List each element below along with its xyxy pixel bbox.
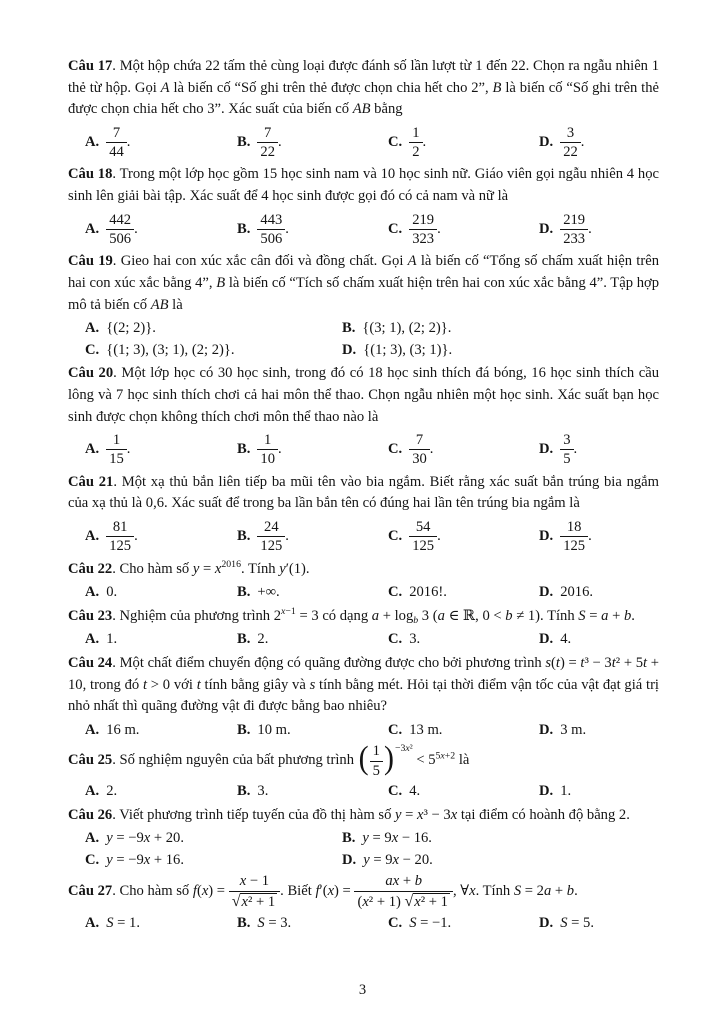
answer-option-a	[85, 781, 237, 803]
answer-option-a	[85, 720, 237, 742]
question-17	[68, 56, 659, 160]
answer-option-b	[237, 519, 388, 555]
answer-label: B.	[237, 133, 251, 150]
answer-content: $\frac{7}{22}$ .	[257, 125, 281, 161]
answer-label: B.	[237, 631, 251, 648]
superscript: x−1	[281, 605, 296, 617]
question-label: Câu 25	[68, 752, 113, 769]
answer-label: A.	[85, 783, 100, 800]
answer-label: C.	[388, 220, 403, 237]
answer-option-b	[237, 913, 388, 935]
answer-label: A.	[85, 631, 100, 648]
answer-label: B.	[237, 584, 251, 601]
answer-option-b	[237, 432, 388, 468]
fraction: $\frac{7}{44}$	[106, 125, 127, 161]
answer-option-b	[237, 781, 388, 803]
answer-content: 3.	[409, 631, 421, 648]
question-label: Câu 26	[68, 806, 113, 823]
answer-label: D.	[539, 914, 554, 931]
question-body: Câu 26. Viết phương trình tiếp tuyến của đồ thị hàm số y = x³ − 3x tại điểm có hoành độ bằng 2.	[68, 806, 630, 823]
answer-content: 2016.	[560, 584, 594, 601]
question-body: Câu 23. Nghiệm của phương trình $2^{x-1} = 3$ có dạng $a + \log_b 3$ (a ∈ ℝ, 0 < b ≠ 1). Tính S = a + b.	[68, 605, 635, 626]
answer-content: y = −9x + 16.	[106, 851, 185, 868]
answer-label: D.	[539, 441, 554, 458]
answer-option-d	[342, 340, 659, 362]
answer-label: B.	[237, 441, 251, 458]
answer-option-b	[237, 125, 388, 161]
question-22	[68, 559, 659, 604]
superscript: 2016	[221, 558, 241, 570]
answer-option-c	[388, 432, 539, 468]
answer-label: A.	[85, 441, 100, 458]
answer-option-a	[85, 432, 237, 468]
answer-option-b	[342, 318, 659, 340]
answer-label: B.	[342, 320, 356, 337]
questions-container	[68, 56, 659, 936]
answer-label: B.	[237, 220, 251, 237]
answer-row	[68, 212, 659, 248]
answer-option-d	[539, 720, 659, 742]
answer-content: $\frac{1}{2}$ .	[409, 125, 426, 161]
answer-content: 4.	[560, 631, 572, 648]
answer-option-a	[85, 212, 237, 248]
answer-content: $\frac{54}{125}$ .	[409, 519, 441, 555]
answer-option-d	[342, 850, 659, 872]
answer-option-a	[85, 519, 237, 555]
question-label: Câu 22	[68, 560, 113, 577]
answer-content: {(3; 1), (2; 2)}.	[362, 320, 452, 337]
fraction: $\frac{24}{125}$	[257, 519, 285, 555]
superscript: −3x²	[394, 743, 413, 755]
fraction: $\frac{7}{22}$	[257, 125, 278, 161]
fraction: $\frac{1}{2}$	[409, 125, 422, 161]
answer-option-c	[388, 125, 539, 161]
question-21	[68, 472, 659, 555]
answer-option-c	[388, 913, 539, 935]
answer-row	[68, 828, 659, 871]
fraction: $\frac{3}{5}$	[560, 432, 573, 468]
answer-label: D.	[539, 631, 554, 648]
page-number: 3	[358, 982, 367, 998]
answer-content: 4.	[409, 783, 421, 800]
question-label: Câu 17	[68, 58, 113, 74]
answer-content: $\frac{81}{125}$ .	[106, 519, 138, 555]
big-paren: )	[383, 740, 394, 777]
question-20	[68, 363, 659, 467]
question-label: Câu 24	[68, 655, 113, 672]
answer-option-b	[237, 720, 388, 742]
answer-content: $\frac{1}{15}$ .	[106, 432, 130, 468]
question-body: Câu 19. Gieo hai con xúc xắc cân đối và đồng chất. Gọi A là biến cố “Tổng số chấm xuất hiện trên hai con xúc xắc bằng 4”, B là biến cố “Tích số chấm xuất hiện trên hai con xúc xắc bằng 4”. Tập hợp mô tả biến cố AB là	[68, 253, 660, 313]
answer-option-b	[237, 629, 388, 651]
answer-content: 3 m.	[560, 721, 587, 738]
fraction: $\frac{54}{125}$	[409, 519, 437, 555]
answer-content: S = 1.	[106, 914, 140, 931]
answer-label: D.	[539, 528, 554, 545]
question-body: Câu 17. Một hộp chứa 22 tấm thẻ cùng loại được đánh số lần lượt từ 1 đến 22. Chọn ra ngẫu nhiên 1 thẻ từ hộp. Gọi A là biến cố “Số ghi trên thẻ được chọn chia hết cho 2”, B là biến cố “Số ghi trên thẻ được chọn chia hết cho 3”. Xác suất của biến cố AB bằng	[68, 58, 660, 118]
answer-option-d	[539, 629, 659, 651]
answer-content: $\frac{1}{10}$ .	[257, 432, 281, 468]
answer-content: 1.	[560, 783, 572, 800]
answer-label: A.	[85, 133, 100, 150]
answer-content: 2016!.	[409, 584, 447, 601]
square-root: √x² + 1	[231, 892, 276, 910]
question-label: Câu 20	[68, 365, 114, 382]
answer-content: 3.	[257, 783, 269, 800]
answer-option-d	[539, 125, 659, 161]
answer-row	[68, 582, 659, 604]
answer-label: B.	[237, 914, 251, 931]
answer-option-a	[85, 318, 342, 340]
answer-content: $\frac{219}{323}$ .	[409, 212, 441, 248]
answer-content: S = 5.	[560, 914, 594, 931]
answer-content: $\frac{7}{44}$ .	[106, 125, 130, 161]
fraction: $\frac{219}{323}$	[409, 212, 437, 248]
question-body: Câu 24. Một chất điểm chuyển động có quãng đường được cho bởi phương trình s(t) = t³ − 3t² + 5t + 10, trong đó t > 0 với t tính bằng giây và s tính bằng mét. Hỏi tại thời điểm vận tốc của vật đạt giá trị nhỏ nhất thì quãng đường vật đi được bằng bao nhiêu?	[68, 655, 659, 715]
answer-content: 13 m.	[409, 721, 443, 738]
answer-option-b	[342, 828, 659, 850]
answer-label: B.	[237, 783, 251, 800]
answer-option-d	[539, 212, 659, 248]
answer-content: $\frac{3}{5}$ .	[560, 432, 577, 468]
answer-row	[68, 318, 659, 361]
answer-label: D.	[539, 584, 554, 601]
answer-option-c	[85, 340, 342, 362]
square-root: √x² + 1	[404, 892, 448, 910]
answer-option-c	[388, 212, 539, 248]
answer-option-c	[388, 629, 539, 651]
question-24	[68, 653, 659, 741]
answer-option-c	[388, 720, 539, 742]
fraction: $\frac{442}{506}$	[106, 212, 134, 248]
answer-content: y = −9x + 20.	[106, 830, 185, 847]
answer-label: B.	[342, 830, 356, 847]
subscript: b	[413, 614, 419, 626]
fraction: $\frac{1}{10}$	[257, 432, 278, 468]
answer-content: +∞.	[257, 584, 280, 601]
answer-option-a	[85, 828, 342, 850]
question-label: Câu 27	[68, 883, 113, 900]
answer-label: A.	[85, 220, 100, 237]
answer-content: {(2; 2)}.	[106, 320, 156, 337]
answer-content: $\frac{442}{506}$ .	[106, 212, 138, 248]
answer-row	[68, 720, 659, 742]
answer-option-c	[85, 850, 342, 872]
answer-label: A.	[85, 914, 100, 931]
answer-option-b	[237, 582, 388, 604]
answer-content: 16 m.	[106, 721, 140, 738]
answer-content: $\frac{7}{30}$ .	[409, 432, 433, 468]
question-body: Câu 18. Trong một lớp học gồm 15 học sinh nam và 10 học sinh nữ. Giáo viên gọi ngẫu nhiên 4 học sinh lên giải bài tập. Xác suất để 4 học sinh được gọi đó có cả nam và nữ là	[68, 166, 659, 205]
answer-label: C.	[388, 584, 403, 601]
fraction: $\frac{1}{5}$	[370, 743, 383, 779]
answer-content: $\frac{18}{125}$ .	[560, 519, 592, 555]
fraction: $\frac{1}{15}$	[106, 432, 127, 468]
answer-content: $\frac{443}{506}$ .	[257, 212, 289, 248]
answer-label: A.	[85, 528, 100, 545]
answer-content: 2.	[257, 631, 269, 648]
answer-content: y = 9x − 20.	[363, 851, 433, 868]
answer-option-b	[237, 212, 388, 248]
answer-label: A.	[85, 830, 100, 847]
answer-label: C.	[388, 721, 403, 738]
answer-content: $\frac{24}{125}$ .	[257, 519, 289, 555]
answer-label: A.	[85, 584, 100, 601]
answer-label: C.	[388, 914, 403, 931]
answer-option-c	[388, 582, 539, 604]
answer-label: B.	[237, 721, 251, 738]
question-26	[68, 805, 659, 872]
big-paren: (	[358, 740, 369, 777]
answer-label: B.	[237, 528, 251, 545]
answer-label: C.	[85, 341, 100, 358]
answer-label: D.	[539, 220, 554, 237]
question-19	[68, 251, 659, 361]
answer-label: D.	[342, 341, 357, 358]
answer-option-c	[388, 781, 539, 803]
answer-option-a	[85, 125, 237, 161]
answer-content: y = 9x − 16.	[362, 830, 432, 847]
answer-option-c	[388, 519, 539, 555]
answer-option-a	[85, 913, 237, 935]
answer-label: C.	[388, 631, 403, 648]
question-body: Câu 20. Một lớp học có 30 học sinh, trong đó có 18 học sinh thích đá bóng, 16 học sinh thích cầu lông và 7 học sinh thích chơi cả hai môn thể thao. Chọn ngẫu nhiên một học sinh. Xác suất bạn học sinh được chọn không thích chơi môn thể thao nào là	[68, 365, 659, 425]
answer-option-a	[85, 582, 237, 604]
fraction: $\frac{ax + b}{\text{(x² + 1) √x² + 1}}$	[354, 873, 453, 910]
question-label: Câu 23	[68, 607, 113, 624]
fraction: $\frac{18}{125}$	[560, 519, 588, 555]
answer-content: $\frac{3}{22}$ .	[560, 125, 584, 161]
answer-label: C.	[85, 851, 100, 868]
answer-content: {(1; 3), (3; 1), (2; 2)}.	[106, 341, 235, 358]
question-25	[68, 740, 659, 802]
question-label: Câu 18	[68, 166, 113, 183]
answer-label: D.	[342, 851, 357, 868]
answer-label: C.	[388, 133, 403, 150]
answer-row	[68, 781, 659, 803]
answer-option-d	[539, 432, 659, 468]
fraction: $\frac{81}{125}$	[106, 519, 134, 555]
answer-row	[68, 125, 659, 161]
question-23	[68, 606, 659, 651]
answer-content: 10 m.	[257, 721, 291, 738]
answer-row	[68, 913, 659, 935]
question-18	[68, 164, 659, 247]
fraction: $\frac{3}{22}$	[560, 125, 581, 161]
answer-content: 0.	[106, 584, 118, 601]
fraction: $\frac{219}{233}$	[560, 212, 588, 248]
answer-content: $\frac{219}{233}$ .	[560, 212, 592, 248]
superscript: 5x+2	[435, 750, 456, 762]
answer-option-d	[539, 519, 659, 555]
question-label: Câu 21	[68, 473, 114, 490]
answer-content: S = 3.	[257, 914, 292, 931]
fraction: $\frac{x - 1}{\text{√x² + 1}}$	[229, 873, 280, 910]
fraction: $\frac{443}{506}$	[257, 212, 285, 248]
answer-label: D.	[539, 783, 554, 800]
answer-label: A.	[85, 320, 100, 337]
answer-label: D.	[539, 133, 554, 150]
answer-label: C.	[388, 783, 403, 800]
answer-row	[68, 432, 659, 468]
question-body: Câu 22. Cho hàm số $y = x^{2016}$. Tính y′(1).	[68, 558, 310, 577]
answer-label: A.	[85, 721, 100, 738]
answer-row	[68, 519, 659, 555]
answer-label: D.	[539, 721, 554, 738]
question-body: Câu 27. Cho hàm số f(x) = $\frac{x - 1}{\text{√x² + 1}}$ . Biết f′(x) = $\frac{ax + b}{\text{(x² + 1) √x² + 1}}$ , ∀x. Tính S = 2a + b.	[68, 873, 578, 910]
fraction: $\frac{7}{30}$	[409, 432, 430, 468]
answer-option-d	[539, 781, 659, 803]
answer-content: {(1; 3), (3; 1)}.	[363, 341, 453, 358]
answer-content: 2.	[106, 783, 118, 800]
answer-option-d	[539, 582, 659, 604]
answer-label: C.	[388, 441, 403, 458]
question-body: Câu 21. Một xạ thủ bắn liên tiếp ba mũi tên vào bia ngắm. Biết rằng xác suất bắn trúng bia ngắm của xạ thủ là 0,6. Xác suất để trong ba lần bắn tên có đúng hai lần tên trúng bia ngắm là	[68, 473, 660, 512]
question-label: Câu 19	[68, 253, 113, 270]
answer-option-d	[539, 913, 659, 935]
answer-option-a	[85, 629, 237, 651]
answer-content: S = −1.	[409, 914, 452, 931]
answer-label: C.	[388, 528, 403, 545]
question-body: Câu 25. Số nghiệm nguyên của bất phương trình ( $\frac{1}{5}$ )$^{-3x^2} < 5^{5x+2}$ là	[68, 740, 470, 779]
answer-content: 1.	[106, 631, 118, 648]
answer-row	[68, 629, 659, 651]
question-27	[68, 873, 659, 934]
